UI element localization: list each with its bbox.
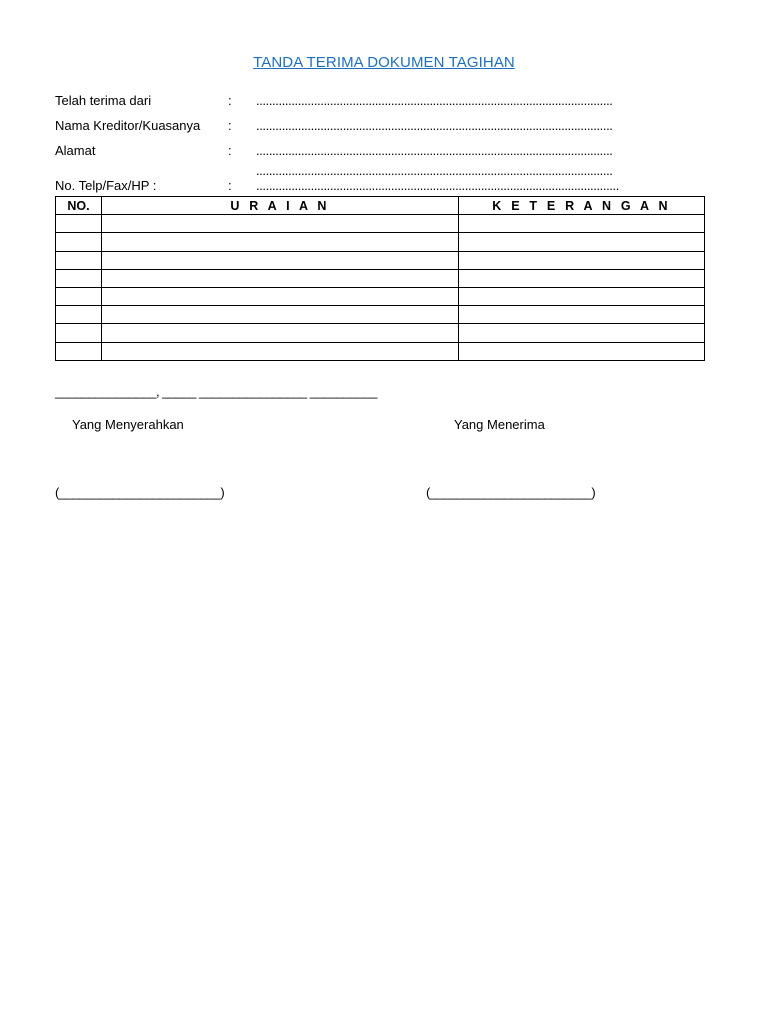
cell-uraian[interactable] (102, 215, 459, 233)
date-place-line[interactable]: _______________, _____ ________________ __________ (55, 384, 378, 399)
signature-label-receiver: Yang Menerima (454, 417, 545, 432)
field-label: No. Telp/Fax/HP : (55, 178, 157, 193)
table-row (56, 251, 705, 269)
field-label: Nama Kreditor/Kuasanya (55, 118, 201, 133)
header-no: NO. (56, 197, 102, 215)
cell-no[interactable] (56, 233, 102, 251)
cell-no[interactable] (56, 342, 102, 360)
cell-no[interactable] (56, 251, 102, 269)
table-row (56, 269, 705, 287)
cell-keterangan[interactable] (459, 215, 705, 233)
table-row (56, 324, 705, 342)
field-fill-line[interactable]: ............................................................................................................... (256, 143, 613, 158)
cell-uraian[interactable] (102, 324, 459, 342)
cell-keterangan[interactable] (459, 251, 705, 269)
field-label: Alamat (55, 143, 96, 158)
document-title: TANDA TERIMA DOKUMEN TAGIHAN (253, 54, 515, 71)
cell-no[interactable] (56, 215, 102, 233)
field-fill-line[interactable]: ................................................................................................................. (256, 178, 619, 193)
field-colon: : (228, 93, 232, 108)
cell-keterangan[interactable] (459, 324, 705, 342)
cell-uraian[interactable] (102, 306, 459, 324)
cell-no[interactable] (56, 269, 102, 287)
field-fill-line[interactable]: ............................................................................................................... (256, 93, 613, 108)
table-body (56, 215, 705, 361)
table-row (56, 233, 705, 251)
cell-no[interactable] (56, 306, 102, 324)
cell-uraian[interactable] (102, 287, 459, 305)
cell-keterangan[interactable] (459, 342, 705, 360)
signature-line-receiver[interactable]: (________________________) (426, 485, 596, 500)
cell-uraian[interactable] (102, 269, 459, 287)
header-keterangan: K E T E R A N G A N (459, 197, 705, 215)
alamat-fill-line-2[interactable]: ............................................................................................................... (256, 163, 613, 178)
field-colon: : (228, 118, 232, 133)
cell-keterangan[interactable] (459, 233, 705, 251)
cell-uraian[interactable] (102, 251, 459, 269)
table-row (56, 215, 705, 233)
header-uraian: U R A I A N (102, 197, 459, 215)
signature-label-sender: Yang Menyerahkan (72, 417, 184, 432)
table-row (56, 306, 705, 324)
items-table (55, 196, 705, 361)
cell-keterangan[interactable] (459, 287, 705, 305)
field-fill-line[interactable]: ............................................................................................................... (256, 118, 613, 133)
cell-no[interactable] (56, 324, 102, 342)
table-row (56, 287, 705, 305)
cell-uraian[interactable] (102, 342, 459, 360)
cell-keterangan[interactable] (459, 306, 705, 324)
table-header-row (56, 197, 705, 215)
cell-uraian[interactable] (102, 233, 459, 251)
field-colon: : (228, 143, 232, 158)
table-row (56, 342, 705, 360)
signature-line-sender[interactable]: (________________________) (55, 485, 225, 500)
field-colon: : (228, 178, 232, 193)
cell-keterangan[interactable] (459, 269, 705, 287)
cell-no[interactable] (56, 287, 102, 305)
field-label: Telah terima dari (55, 93, 152, 108)
